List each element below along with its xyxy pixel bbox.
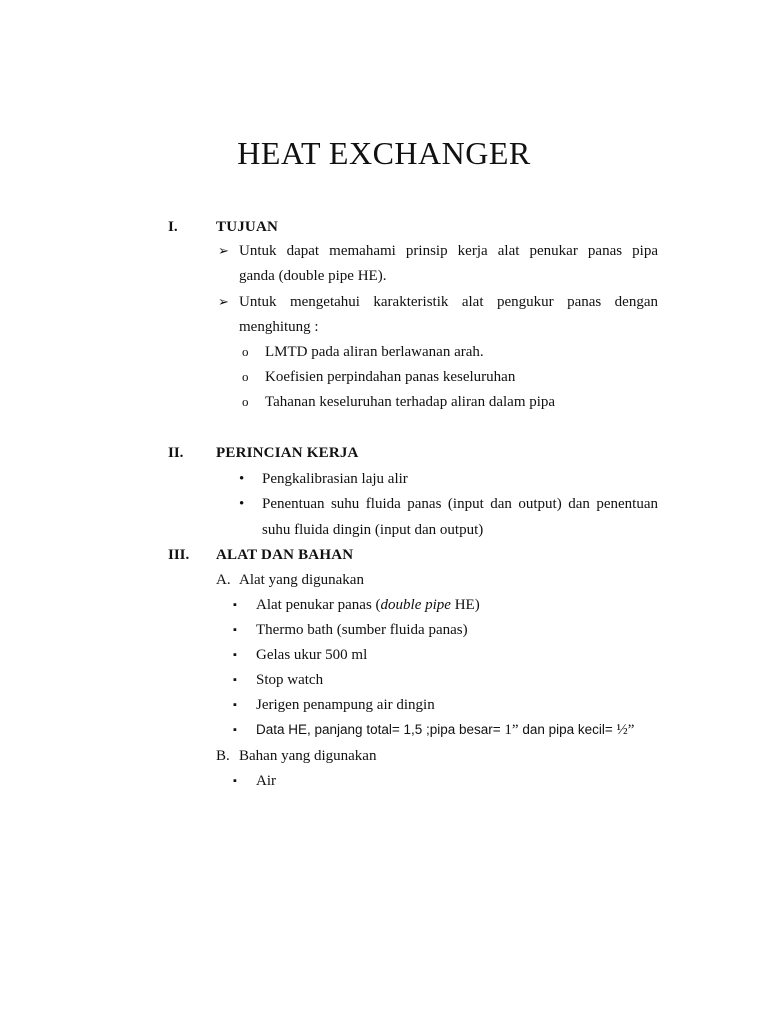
s3-a-title: Alat yang digunakan (239, 572, 364, 588)
s3-a-item6-serif1: 1” (504, 722, 519, 738)
s1-item1-line1: Untuk dapat memahami prinsip kerja alat penukar panas pipa (239, 243, 658, 259)
s2-item2-line2: suhu fluida dingin (input dan output) (262, 522, 484, 538)
section-3-title: ALAT DAN BAHAN (216, 547, 354, 563)
square-bullet-icon: ▪ (233, 674, 237, 686)
s3-a-label: A. (216, 572, 231, 588)
square-bullet-icon: ▪ (233, 724, 237, 736)
section-1-number: I. (168, 219, 178, 235)
s3-a-item: Stop watch (256, 672, 324, 688)
s3-a-item1-italic: double pipe (380, 597, 451, 613)
square-bullet-icon: ▪ (233, 699, 237, 711)
s3-b-title: Bahan yang digunakan (239, 748, 377, 764)
s1-item2-line1: Untuk mengetahui karakteristik alat pengukur panas dengan (239, 294, 658, 310)
s3-b-item: Air (256, 773, 276, 789)
s3-a-item1-post: HE) (450, 597, 480, 613)
s3-a-item (256, 595, 480, 615)
s2-item2-line1: Penentuan suhu fluida panas (input dan output) dan penentuan (262, 496, 658, 512)
s3-a-item (256, 720, 634, 740)
round-bullet-icon: • (239, 471, 245, 487)
s2-item1: Pengkalibrasian laju alir (262, 471, 408, 487)
s3-a-item: Gelas ukur 500 ml (256, 647, 368, 663)
s3-a-item6-serif2: ½” (616, 722, 635, 738)
page-title: HEAT EXCHANGER (237, 135, 531, 171)
s1-item1-line2: ganda (double pipe HE). (239, 268, 387, 284)
circle-bullet-icon: o (242, 369, 249, 384)
s3-a-item: Jerigen penampung air dingin (256, 697, 435, 713)
circle-bullet-icon: o (242, 344, 249, 359)
arrow-bullet-icon: ➢ (218, 243, 229, 258)
s3-a-item1-pre: Alat penukar panas ( (256, 597, 381, 613)
square-bullet-icon: ▪ (233, 775, 237, 787)
s1-sub-item: LMTD pada aliran berlawanan arah. (265, 344, 484, 360)
square-bullet-icon: ▪ (233, 649, 237, 661)
circle-bullet-icon: o (242, 394, 249, 409)
section-1-title: TUJUAN (216, 219, 279, 235)
s1-sub-item: Tahanan keseluruhan terhadap aliran dalam pipa (265, 394, 556, 410)
square-bullet-icon: ▪ (233, 624, 237, 636)
s3-a-item6-sans2: dan pipa kecil= (518, 722, 617, 737)
section-3-number: III. (168, 547, 190, 563)
square-bullet-icon: ▪ (233, 599, 237, 611)
section-2-number: II. (168, 445, 184, 461)
s1-sub-item: Koefisien perpindahan panas keseluruhan (265, 369, 516, 385)
s3-a-item6-sans1: Data HE, panjang total= 1,5 ;pipa besar= (256, 722, 505, 737)
round-bullet-icon: • (239, 496, 245, 512)
s1-item2-line2: menghitung : (239, 319, 319, 335)
s3-b-label: B. (216, 748, 230, 764)
section-2-title: PERINCIAN KERJA (216, 445, 359, 461)
s3-a-item: Thermo bath (sumber fluida panas) (256, 622, 468, 638)
arrow-bullet-icon: ➢ (218, 294, 229, 309)
